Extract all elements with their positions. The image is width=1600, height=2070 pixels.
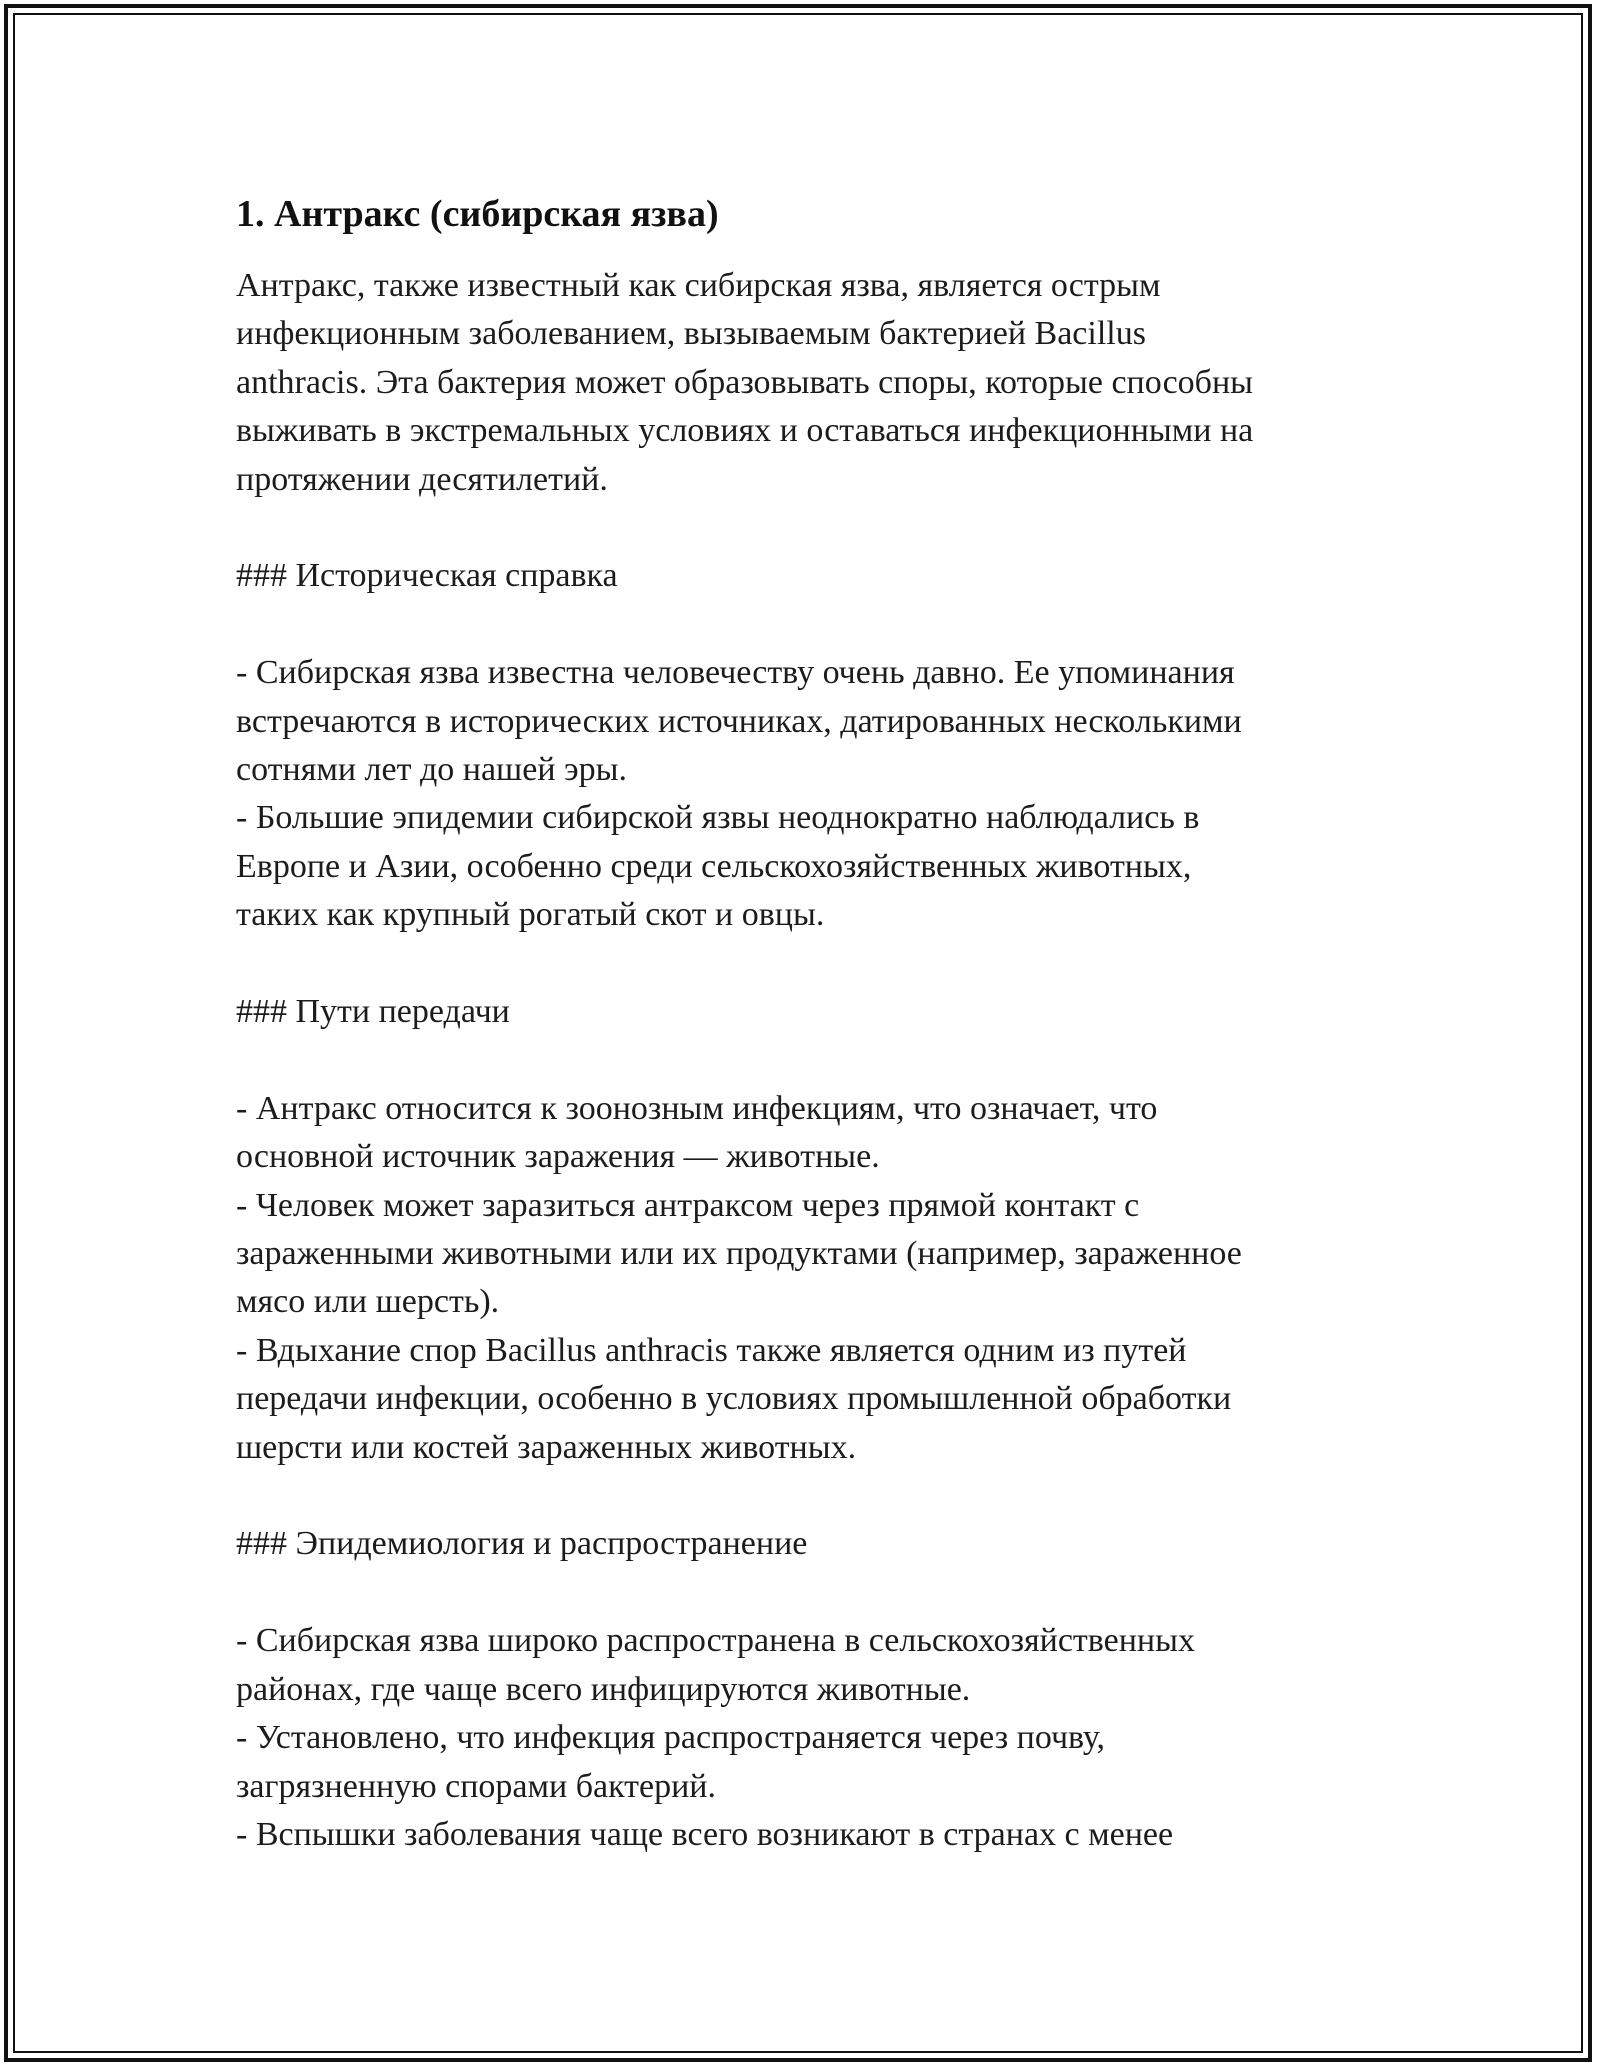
intro-paragraph: Антракс, также известный как сибирская язва, является острым инфекционным заболеванием, вызываемым бактерией Bacillus anthracis. Эта бактерия может образовывать споры, которые способны выживать в экстремальных условиях и оставаться инфекционными на протяжении десятилетий.	[236, 267, 1254, 498]
list-item: - Вдыхание спор Bacillus anthracis также является одним из путей передачи инфекции, особенно в условиях промышленной обработки шерсти или костей зараженных животных.	[236, 1331, 1232, 1466]
spacer	[236, 1569, 1386, 1617]
spacer	[236, 1472, 1386, 1520]
section-heading: ### Историческая справка	[236, 557, 618, 595]
document-title: 1. Антракс (сибирская язва)	[236, 193, 719, 235]
spacer	[236, 601, 1386, 649]
section-transmission	[236, 988, 1386, 1472]
list-item: - Антракс относится к зоонозным инфекциям, что означает, что основной источник заражения — животные.	[236, 1089, 1158, 1176]
list-item: - Установлено, что инфекция распространяется через почву, загрязненную спорами бактерий.	[236, 1719, 1106, 1805]
list-item: - Сибирская язва широко распространена в сельскохозяйственных районах, где чаще всего инфицируются животные.	[236, 1622, 1195, 1708]
list-item: - Большие эпидемии сибирской язвы неоднократно наблюдались в Европе и Азии, особенно среди сельскохозяйственных животных, таких как крупный рогатый скот и овцы.	[236, 799, 1200, 934]
list-item: - Человек может заразиться антраксом через прямой контакт с зараженными животными или их продуктами (например, зараженное мясо или шерсть).	[236, 1186, 1242, 1321]
list-item: - Сибирская язва известна человечеству очень давно. Ее упоминания встречаются в исторических источниках, датированных несколькими сотнями лет до нашей эры.	[236, 654, 1242, 789]
section-epidemiology	[236, 1520, 1386, 1859]
section-heading: ### Пути передачи	[236, 993, 510, 1031]
section-heading: ### Эпидемиология и распространение	[236, 1525, 808, 1563]
spacer	[236, 940, 1386, 988]
document-body	[236, 190, 1386, 1859]
spacer	[236, 504, 1386, 552]
section-history	[236, 552, 1386, 939]
spacer	[236, 1036, 1386, 1084]
list-item: - Вспышки заболевания чаще всего возникают в странах с менее	[236, 1815, 1174, 1853]
